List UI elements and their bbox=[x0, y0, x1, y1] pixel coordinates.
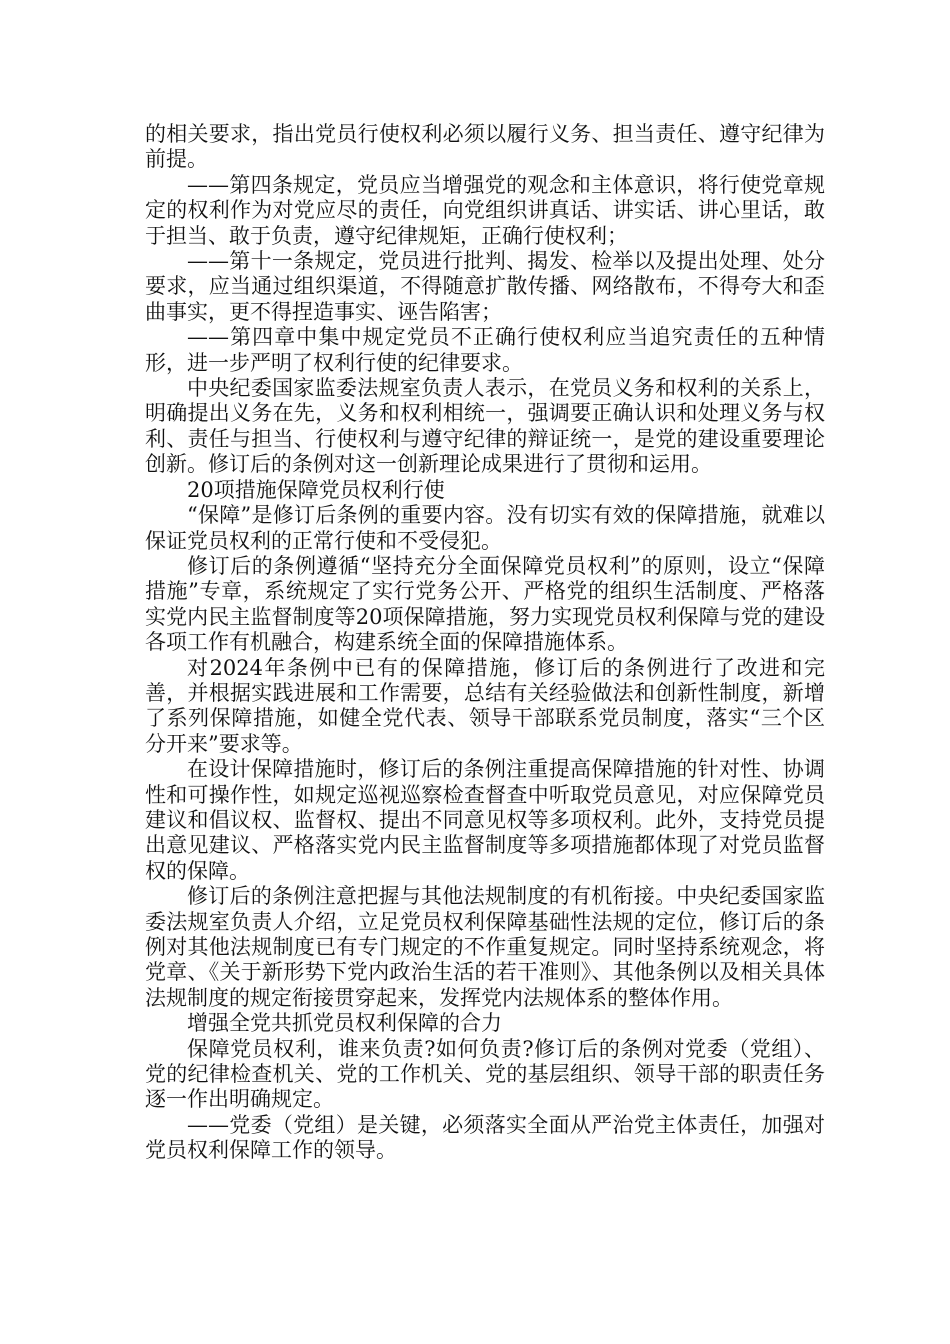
paragraph-1: 的相关要求，指出党员行使权利必须以履行义务、担当责任、遵守纪律为前提。 bbox=[145, 122, 825, 172]
paragraph-10: 修订后的条例注意把握与其他法规制度的有机衔接。中央纪委国家监委法规室负责人介绍，立足党员权利保障基础性法规的定位，修订后的条例对其他法规制度已有专门规定的不作重复规定。同时坚持系统观念，将党章、《关于新形势下党内政治生活的若干准则》、其他条例以及相关具体法规制度的规定衔接贯穿起来，发挥党内法规体系的整体作用。 bbox=[145, 884, 825, 1010]
paragraph-2: ——第四条规定，党员应当增强党的观念和主体意识，将行使党章规定的权利作为对党应尽的责任，向党组织讲真话、讲实话、讲心里话，敢于担当、敢于负责，遵守纪律规矩，正确行使权利； bbox=[145, 172, 825, 248]
paragraph-12: ——党委（党组）是关键，必须落实全面从严治党主体责任，加强对党员权利保障工作的领导。 bbox=[145, 1112, 825, 1163]
paragraph-5: 中央纪委国家监委法规室负责人表示，在党员义务和权利的关系上，明确提出义务在先，义务和权利相统一，强调要正确认识和处理义务与权利、责任与担当、行使权利与遵守纪律的辩证统一，是党的建设重要理论创新。修订后的条例对这一创新理论成果进行了贯彻和运用。 bbox=[145, 376, 825, 477]
document-body bbox=[145, 122, 825, 1164]
paragraph-8: 对2024年条例中已有的保障措施，修订后的条例进行了改进和完善，并根据实践进展和工作需要，总结有关经验做法和创新性制度，新增了系列保障措施，如健全党代表、领导干部联系党员制度，落实“三个区分开来”要求等。 bbox=[145, 655, 825, 756]
paragraph-11: 保障党员权利，谁来负责?如何负责?修订后的条例对党委（党组）、党的纪律检查机关、党的工作机关、党的基层组织、领导干部的职责任务逐一作出明确规定。 bbox=[145, 1036, 825, 1112]
paragraph-9: 在设计保障措施时，修订后的条例注重提高保障措施的针对性、协调性和可操作性，如规定巡视巡察检查督查中听取党员意见，对应保障党员建议和倡议权、监督权、提出不同意见权等多项权利。此外，支持党员提出意见建议、严格落实党内民主监督制度等多项措施都体现了对党员监督权的保障。 bbox=[145, 757, 825, 883]
section-heading-1: 20项措施保障党员权利行使 bbox=[187, 477, 445, 502]
paragraph-4: ——第四章中集中规定党员不正确行使权利应当追究责任的五种情形，进一步严明了权利行使的纪律要求。 bbox=[145, 325, 825, 375]
section-heading-2: 增强全党共抓党员权利保障的合力 bbox=[187, 1011, 502, 1036]
paragraph-7: 修订后的条例遵循“坚持充分全面保障党员权利”的原则，设立“保障措施”专章，系统规定了实行党务公开、严格党的组织生活制度、严格落实党内民主监督制度等20项保障措施，努力实现党员权利保障与党的建设各项工作有机融合，构建系统全面的保障措施体系。 bbox=[145, 553, 825, 655]
paragraph-3: ——第十一条规定，党员进行批判、揭发、检举以及提出处理、处分要求，应当通过组织渠道，不得随意扩散传播、网络散布，不得夸大和歪曲事实，更不得捏造事实、诬告陷害； bbox=[145, 249, 825, 324]
paragraph-6: “保障”是修订后条例的重要内容。没有切实有效的保障措施，就难以保证党员权利的正常行使和不受侵犯。 bbox=[145, 503, 825, 553]
